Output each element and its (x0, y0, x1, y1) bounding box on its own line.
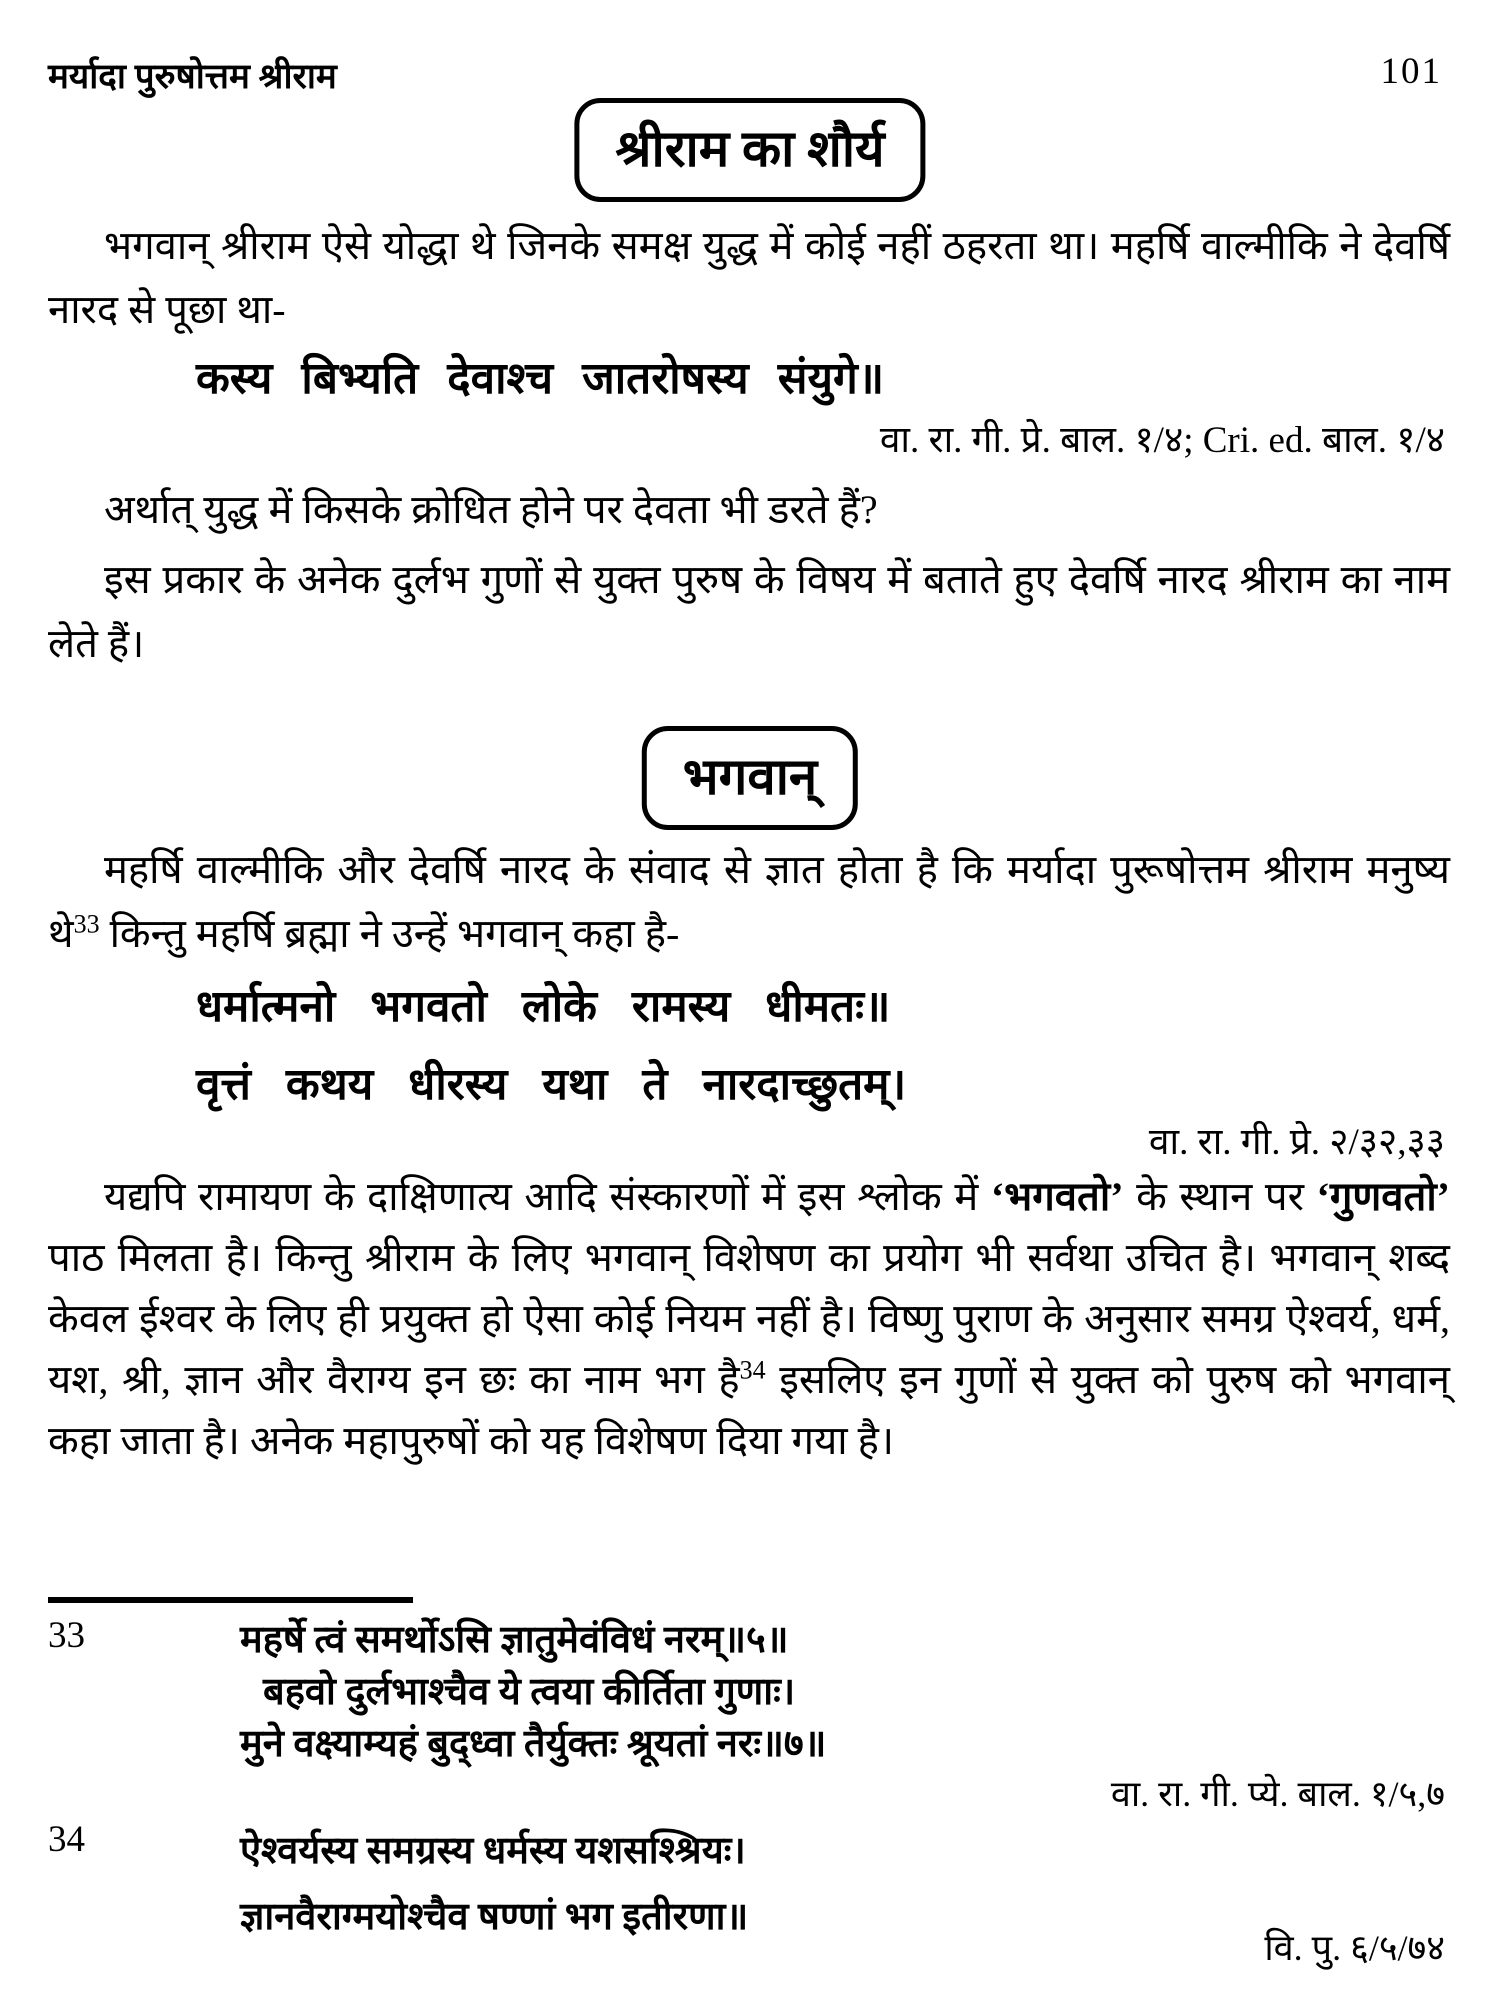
paragraph-bhagwan-intro-tail: किन्तु महर्षि ब्रह्मा ने उन्हें भगवान् कहा है- (99, 911, 680, 956)
discussion-text-4: इसलिए इन गुणों से युक्त को पुरुष को भगवान् कहा जाता है। अनेक महापुरुषों को यह विशेषण दिया गया है। (48, 1357, 1450, 1463)
paragraph-bhagwan-intro (48, 838, 1450, 966)
citation-balkand: वा. रा. गी. प्रे. बाल. १/४; Cri. ed. बाल. १/४ (879, 420, 1445, 461)
footnote-34-citation: वि. पु. ६/५/७४ (1264, 1928, 1445, 1968)
paragraph-closing: इस प्रकार के अनेक दुर्लभ गुणों से युक्त पुरुष के विषय में बताते हुए देवर्षि नारद श्रीराम का नाम लेते हैं। (48, 557, 1450, 666)
shloka-kasya: कस्य बिभ्यति देवाश्च जातरोषस्य संयुगे॥ (196, 354, 885, 403)
footnote-33-line-2: बहवो दुर्लभाश्चैव ये त्वया कीर्तिता गुणाः। (263, 1671, 796, 1713)
footnote-33-line-1: महर्षे त्वं समर्थोऽसि ज्ञातुमेवंविधं नरम्॥५॥ (240, 1619, 789, 1661)
paragraph-meaning: अर्थात् युद्ध में किसके क्रोधित होने पर देवता भी डरते हैं? (104, 487, 878, 532)
footnote-34-number: 34 (48, 1819, 85, 1860)
paragraph-discussion (48, 1166, 1450, 1471)
footnote-separator (48, 1597, 413, 1603)
footnote-34 (48, 1818, 1450, 1950)
section-title-shaurya: श्रीराम का शौर्य (615, 122, 885, 178)
running-header: मर्यादा पुरुषोत्तम श्रीराम (48, 57, 337, 96)
quoted-word-bhagvato: ‘भगवतो’ (990, 1174, 1124, 1219)
footnote-ref-33: 33 (73, 909, 100, 939)
footnote-34-line-1: ऐश्वर्यस्य समग्रस्य धर्मस्य यशसश्श्रियः। (240, 1830, 746, 1872)
section-title-bhagwan: भगवान् (682, 750, 818, 806)
footnote-33-citation: वा. रा. गी. प्ये. बाल. १/५,७ (1110, 1774, 1445, 1814)
footnote-33-line-3: मुने वक्ष्याम्यहं बुद्ध्वा तैर्युक्तः श्रूयतां नरः॥७॥ (240, 1723, 827, 1765)
footnote-34-line-2: ज्ञानवैराग्मयोश्चैव षण्णां भग इतीरणा॥ (240, 1896, 749, 1938)
section-title-box-bhagwan (642, 726, 858, 830)
section-title-box-shaurya (574, 98, 925, 202)
citation-geeta-press: वा. रा. गी. प्रे. २/३२,३३ (1148, 1122, 1445, 1163)
shloka-dharmatmano: धर्मात्मनो भगवतो लोके रामस्य धीमतः॥ (196, 982, 891, 1031)
paragraph-intro: भगवान् श्रीराम ऐसे योद्धा थे जिनके समक्ष युद्ध में कोई नहीं ठहरता था। महर्षि वाल्मीकि ने देवर्षि नारद से पूछा था- (48, 223, 1450, 332)
footnote-ref-34: 34 (739, 1355, 766, 1385)
footnote-33-text (240, 1614, 1450, 1770)
discussion-text-1: यद्यपि रामायण के दाक्षिणात्य आदि संस्कारणों में इस श्लोक में (104, 1174, 991, 1219)
paragraph-bhagwan-intro-text: महर्षि वाल्मीकि और देवर्षि नारद के संवाद से ज्ञात होता है कि मर्यादा पुरूषोत्तम श्रीराम मनुष्य थे (48, 847, 1450, 956)
shloka-vrittam: वृत्तं कथय धीरस्य यथा ते नारदाच्छुतम्। (196, 1060, 907, 1109)
discussion-text-3: पाठ मिलता है। किन्तु श्रीराम के लिए भगवान् विशेषण का प्रयोग भी सर्वथा उचित है। भगवान् शब्द केवल ईश्वर के लिए ही प्रयुक्त हो ऐसा कोई नियम नहीं है। विष्णु पुराण के अनुसार समग्र ऐश्वर्य, धर्म, यश, श्री, ज्ञान और वैराग्य इन छः का नाम भग है (48, 1235, 1450, 1402)
quoted-word-gunavato: ‘गुणवतो’ (1316, 1174, 1450, 1219)
footnote-33-number: 33 (48, 1615, 85, 1656)
page-number: 101 (1380, 51, 1442, 92)
discussion-text-2: के स्थान पर (1123, 1174, 1317, 1219)
footnote-33 (48, 1614, 1450, 1770)
